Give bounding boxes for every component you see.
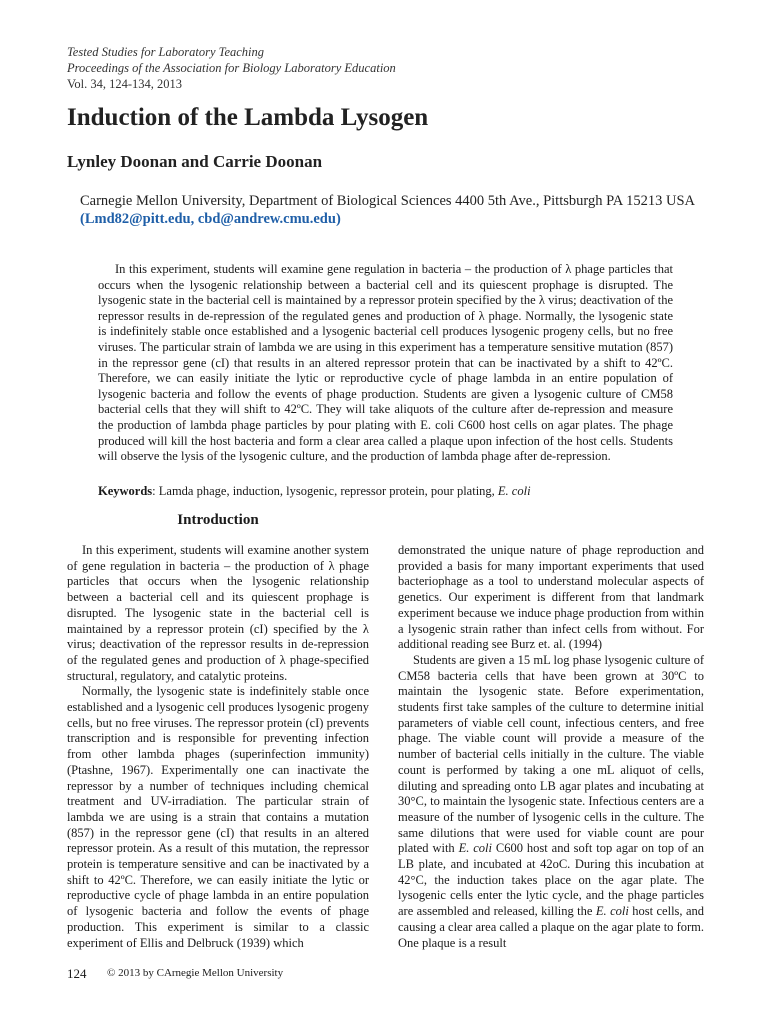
- abstract: [98, 262, 673, 465]
- abstract-text: In this experiment, students will examine gene regulation in bacteria – the production of λ phage particles that occurs when the lysogenic relationship between a bacterial cell and its quiescent prophage is disrupted. The lysogenic state in the bacterial cell is maintained by a repressor protein specified by the λ virus; deactivation of the repressor results in de-repression of the regulated genes and production of λ phage. Normally, the lysogenic state is indefinitely stable once established and a lysogenic bacterial cell produces lysogenic progeny cells, but no free viruses. The particular strain of lambda we are using in this experiment has a temperature sensitive mutation (857) in the repressor gene (cI) that results in an altered repressor protein that can be inactivated by a shift to 42ºC. Therefore, we can easily initiate the lytic or reproductive cycle of phage lambda in an entire population of lysogenic bacteria and follow the events of phage production. Students are given a lysogenic culture of CM58 bacterial cells that they will shift to 42ºC. They will take aliquots of the culture after de-repression and measure the production of lambda phage particles by pour plating with E. coli C600 host cells on agar plates. The phage produced will kill the host bacteria and form a clear area called a plaque upon infection of the host cells. Students will observe the lysis of the lysogenic culture, and the production of lambda phage after de-repression.: [98, 262, 673, 464]
- intro-paragraph-3: demonstrated the unique nature of phage reproduction and provided a basis for many important experiments that used bacteriophage as a tool to understand molecular aspects of genetics. Our experiment is different from that landmark experiment because we induce phage production from within a lysogenic strain rather than infect cells from without. For additional reading see Burz et. al. (1994): [398, 543, 704, 652]
- affiliation: [80, 192, 705, 228]
- intro-paragraph-1: In this experiment, students will examine another system of gene regulation in bacteria – the production of λ phage particles that occurs when the lysogenic relationship between a bacterial cell and its quiescent prophage is disrupted. The lysogenic state in the bacterial cell is maintained by a repressor protein (cI) specified by the λ virus; deactivation of the repressor results in de-repression of the regulated genes and production of λ phage-specified structural, regulatory, and catalytic proteins.: [67, 543, 369, 683]
- email-close-paren: ): [335, 211, 341, 227]
- left-column: [67, 543, 369, 951]
- journal-proceedings: Proceedings of the Association for Biology Laboratory Education: [67, 61, 396, 75]
- email-links[interactable]: Lmd82@pitt.edu, cbd@andrew.cmu.edu: [84, 211, 336, 227]
- ecoli-italic-1: E. coli: [458, 841, 493, 856]
- paragraph-4-part-b: C600 host and soft top agar on top of an LB plate, and incubated at 42oC. During this incubation at 42°C, the induction takes place on the agar plate. The lysogenic cells enter the lytic cycle, and the phage particles are assembled and released, killing the: [398, 841, 705, 919]
- intro-paragraph-4: [398, 653, 704, 951]
- paper-title: Induction of the Lambda Lysogen: [67, 104, 429, 131]
- authors: Lynley Doonan and Carrie Doonan: [67, 152, 323, 171]
- ecoli-italic-2: E. coli: [595, 904, 629, 919]
- email-open-paren: (: [80, 211, 85, 227]
- paragraph-4-part-a: Students are given a 15 mL log phase lysogenic culture of CM58 bacteria cells that have been grown at 30ºC to maintain the lysogenic state. Before experimentation, students first take samples of the culture to determine initial parameters of viable cell count, infectious centers, and free phage. The viable count will provide a measure of the number of bacterial cells initially in the culture. The viable count is performed by taking a one mL aliquot of cells, diluting and spreading onto LB agar plates and incubating at 30°C, to maintain the lysogenic state. Infectious centers are a measure of the number of lysogenic cells in the culture. The same dilutions that were used for viable count are pour plated with: [398, 652, 704, 856]
- intro-paragraph-2: Normally, the lysogenic state is indefinitely stable once established and a lysogenic cell produces lysogenic progeny cells, but no free viruses. The repressor protein (cI) prevents transcription and is responsible for preventing infection from other lambda phages (superinfection immunity) (Ptashne, 1967). Experimentally one can inactivate the repressor by a number of techniques including chemical treatment and UV-irradiation. The particular strain of lambda we are using is a strain that contains a mutation (857) in the repressor gene (cI) that results in an altered repressor protein. As a result of this mutation, the repressor protein is temperature sensitive and can be inactivated by a shift to 42ºC. Therefore, we can easily initiate the lytic or reproductive cycle of phage lambda in an entire population of lysogenic bacteria and follow the events of phage production. This experiment is similar to a classic experiment of Ellis and Delbruck (1939) which: [67, 684, 369, 950]
- journal-citation: [67, 44, 396, 92]
- keywords: [98, 483, 673, 499]
- page-number: 124: [67, 966, 87, 981]
- affiliation-address: Carnegie Mellon University, Department of Biological Sciences 4400 5th Ave., Pittsburgh PA 15213 USA: [80, 193, 695, 209]
- keywords-list: : Lamda phage, induction, lysogenic, repressor protein, pour plating,: [152, 484, 498, 498]
- right-column: [398, 543, 704, 951]
- paragraph-4-part-c: host cells, and causing a clear area called a plaque on the agar plate to form. One plaque is a result: [398, 904, 705, 950]
- journal-volume: Vol. 34, 124-134, 2013: [67, 77, 183, 91]
- section-heading-introduction: Introduction: [177, 512, 259, 528]
- contact-emails: [80, 210, 705, 228]
- journal-series: Tested Studies for Laboratory Teaching: [67, 45, 265, 59]
- copyright: © 2013 by CArnegie Mellon University: [107, 967, 284, 979]
- keywords-italic: E. coli: [497, 484, 531, 498]
- keywords-label: Keywords: [98, 484, 153, 498]
